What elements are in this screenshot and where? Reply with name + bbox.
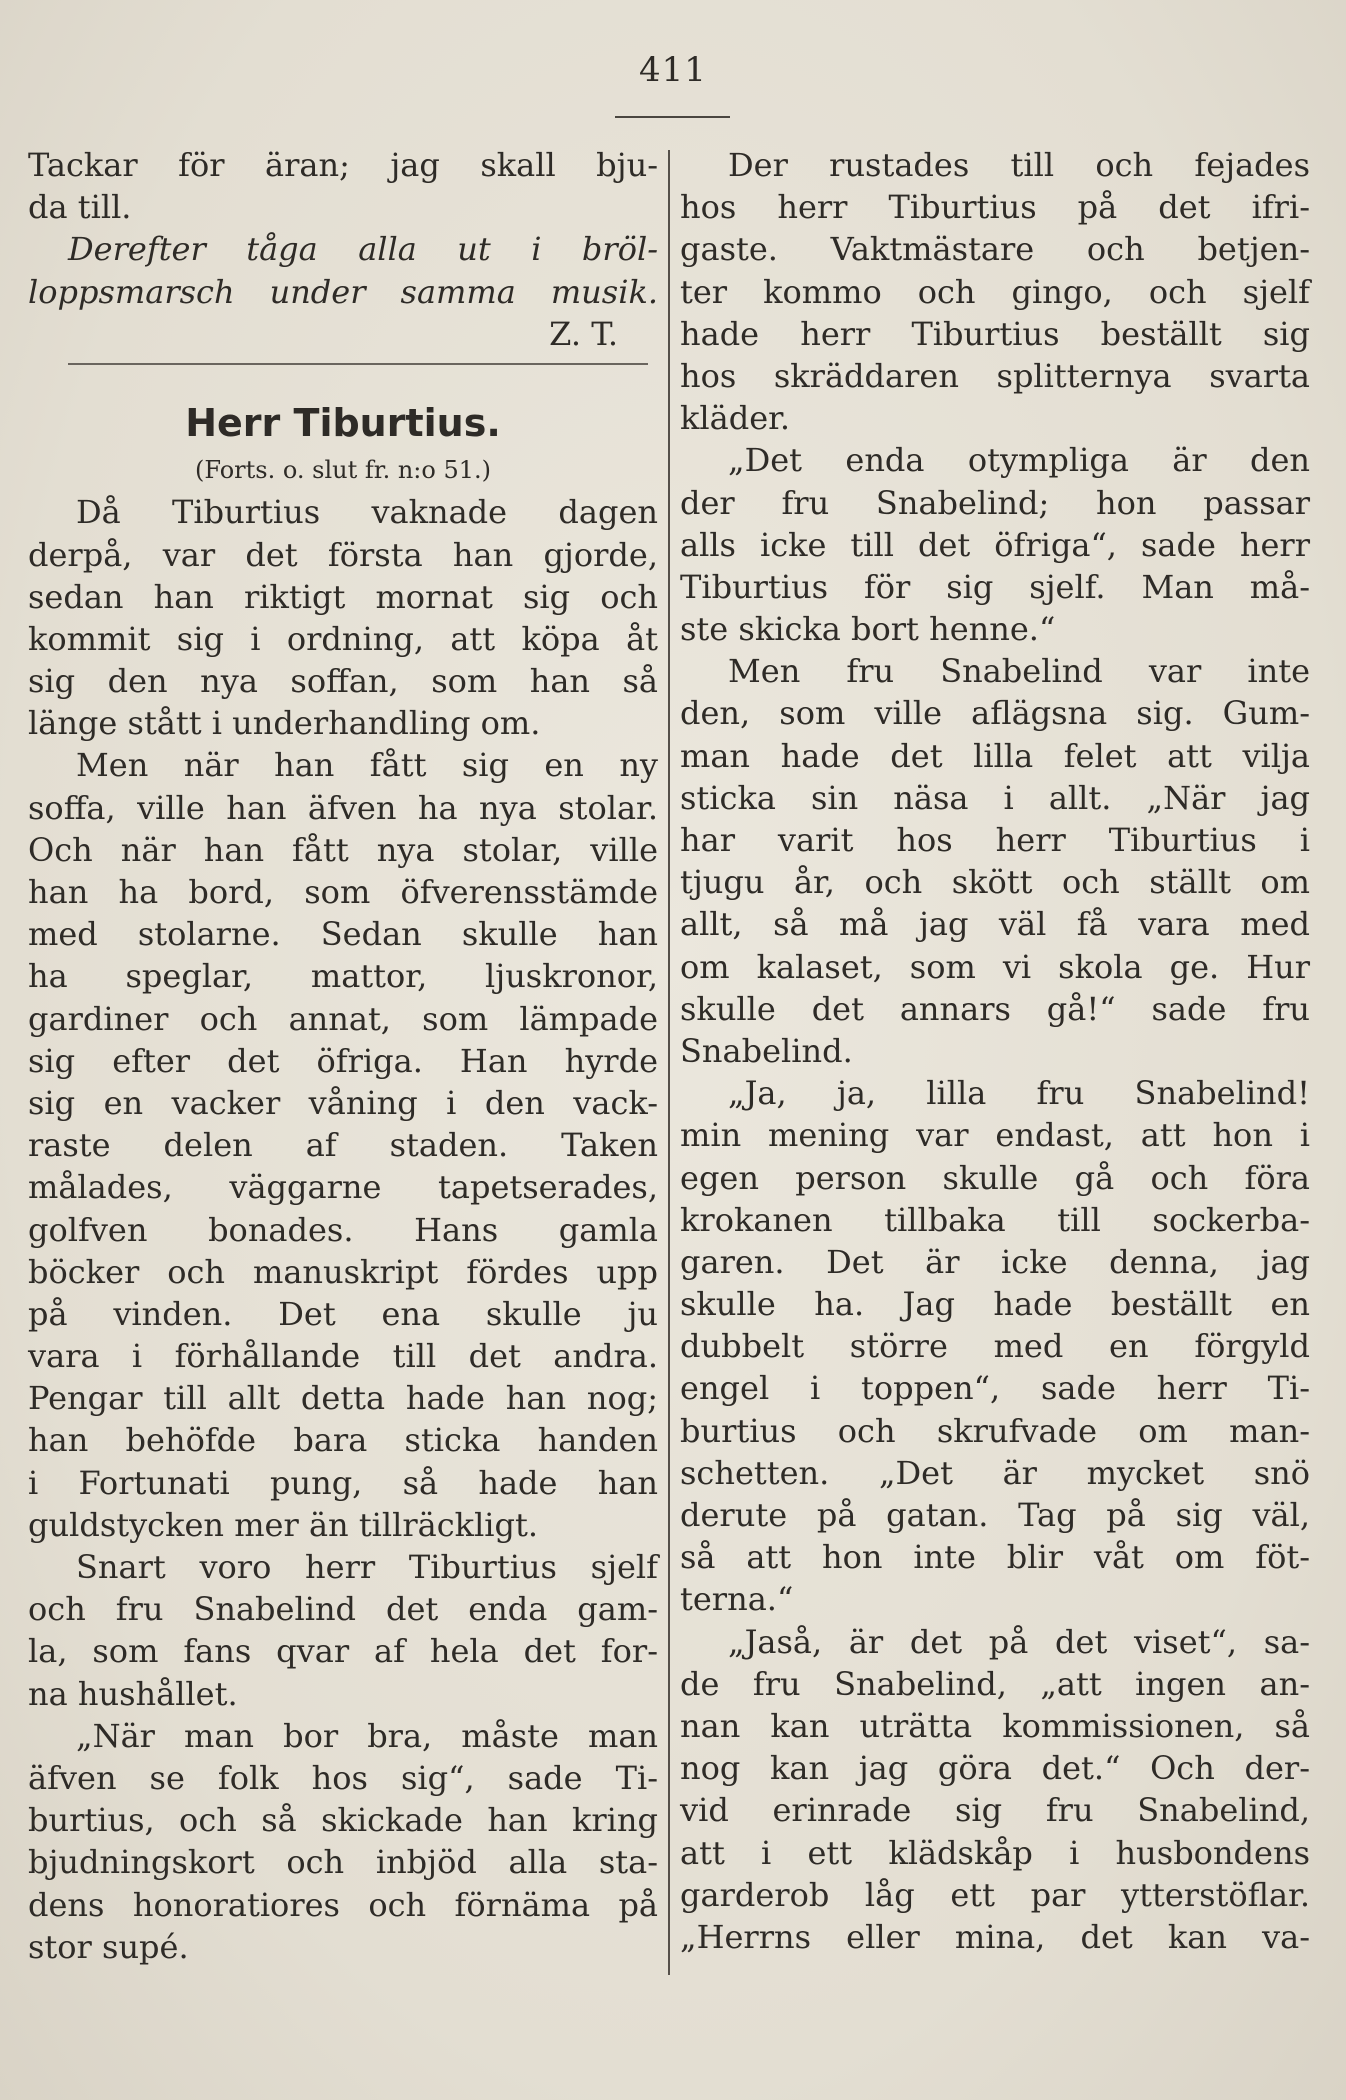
text-line: terna.“ bbox=[680, 1580, 794, 1619]
text-line: Men när han fått sig en ny bbox=[76, 746, 658, 785]
text-line: schetten. „Det är mycket snö bbox=[680, 1453, 1310, 1492]
text-line: tjugu år, och skött och ställt om bbox=[680, 863, 1310, 902]
text-line: soffa, ville han äfven ha nya stolar. bbox=[28, 788, 658, 827]
continuation-note: (Forts. o. slut fr. n:o 51.) bbox=[195, 456, 491, 485]
text-line: äfven se folk hos sig“, sade Ti- bbox=[28, 1758, 658, 1797]
page-number: 411 bbox=[639, 50, 707, 90]
text-line: „Jaså, är det på det viset“, sa- bbox=[728, 1622, 1310, 1661]
text-line: Der rustades till och fejades bbox=[728, 146, 1310, 184]
right-column bbox=[680, 144, 1310, 1958]
text-line: man hade det lilla felet att vilja bbox=[680, 736, 1310, 775]
text-line: och fru Snabelind det enda gam- bbox=[28, 1590, 658, 1629]
text-line: Snart voro herr Tiburtius sjelf bbox=[76, 1548, 658, 1586]
article-title: Herr Tiburtius. bbox=[185, 401, 501, 446]
text-line: „Det enda otympliga är den bbox=[728, 441, 1310, 480]
text-line: hos skräddaren splitternya svarta bbox=[680, 356, 1310, 395]
text-line: att i ett klädskåp i husbondens bbox=[680, 1833, 1310, 1872]
text-line: så att hon inte blir våt om föt- bbox=[680, 1538, 1310, 1577]
text-line: min mening var endast, att hon i bbox=[680, 1116, 1310, 1155]
text-line: krokanen tillbaka till sockerba- bbox=[680, 1200, 1310, 1239]
text-line: nan kan uträtta kommissionen, så bbox=[680, 1706, 1310, 1745]
text-line: gardiner och annat, som lämpade bbox=[28, 999, 658, 1038]
text-line: vara i förhållande till det andra. bbox=[28, 1337, 658, 1376]
text-line: Tackar för äran; jag skall bju- bbox=[28, 146, 658, 184]
text-line: skulle det annars gå!“ sade fru bbox=[680, 989, 1310, 1028]
text-line: ha speglar, mattor, ljuskronor, bbox=[28, 957, 658, 996]
text-line: kommit sig i ordning, att köpa åt bbox=[28, 619, 658, 658]
text-line: sig den nya soffan, som han så bbox=[28, 662, 658, 701]
text-line: i Fortunati pung, så hade han bbox=[28, 1463, 658, 1502]
text-line: guldstycken mer än tillräckligt. bbox=[28, 1505, 539, 1544]
text-line: garderob låg ett par ytterstöflar. bbox=[680, 1875, 1310, 1914]
text-line: Derefter tåga alla ut i bröl- bbox=[68, 230, 658, 269]
text-line: han ha bord, som öfverensstämde bbox=[28, 873, 658, 911]
text-line: derpå, var det första han gjorde, bbox=[28, 535, 658, 574]
header-rule bbox=[615, 116, 730, 118]
text-line: målades, väggarne tapetserades, bbox=[28, 1168, 658, 1207]
text-line: vid erinrade sig fru Snabelind, bbox=[680, 1791, 1310, 1830]
text-line: Och när han fått nya stolar, ville bbox=[28, 830, 658, 869]
text-line: har varit hos herr Tiburtius i bbox=[680, 821, 1310, 859]
author-signature: Z. T. bbox=[549, 314, 618, 353]
text-line: golfven bonades. Hans gamla bbox=[28, 1210, 658, 1249]
text-line: burtius, och så skickade han kring bbox=[28, 1801, 658, 1840]
text-line: ter kommo och gingo, och sjelf bbox=[680, 272, 1310, 311]
text-line: skulle ha. Jag hade beställt en bbox=[680, 1285, 1310, 1324]
text-line: „Herrns eller mina, det kan va- bbox=[680, 1917, 1310, 1956]
text-line: Men fru Snabelind var inte bbox=[728, 652, 1310, 691]
text-line: sig efter det öfriga. Han hyrde bbox=[28, 1041, 658, 1080]
text-line: Tiburtius för sig sjelf. Man må- bbox=[680, 567, 1310, 606]
text-line: allt, så må jag väl få vara med bbox=[680, 905, 1310, 944]
text-line: sig en vacker våning i den vack- bbox=[28, 1083, 658, 1122]
text-line: alls icke till det öfriga“, sade herr bbox=[680, 525, 1310, 564]
text-line: gaste. Vaktmästare och betjen- bbox=[680, 230, 1310, 269]
text-line: dubbelt större med en förgyld bbox=[680, 1327, 1310, 1366]
left-column bbox=[28, 144, 658, 1968]
text-line: dens honoratiores och förnäma på bbox=[28, 1885, 658, 1924]
text-line: egen person skulle gå och föra bbox=[680, 1158, 1310, 1197]
section-divider-rule bbox=[28, 355, 658, 397]
text-line: om kalaset, som vi skola ge. Hur bbox=[680, 947, 1310, 986]
text-line: ste skicka bort henne.“ bbox=[680, 610, 1056, 649]
text-line: stor supé. bbox=[28, 1927, 189, 1966]
text-line: kläder. bbox=[680, 399, 791, 438]
text-line: raste delen af staden. Taken bbox=[28, 1126, 658, 1165]
text-line: sticka sin näsa i allt. „När jag bbox=[680, 778, 1310, 817]
text-line: Då Tiburtius vaknade dagen bbox=[76, 493, 658, 532]
text-line: loppsmarsch under samma musik. bbox=[28, 272, 658, 311]
text-line: garen. Det är icke denna, jag bbox=[680, 1242, 1310, 1281]
text-line: hos herr Tiburtius på det ifri- bbox=[680, 188, 1310, 227]
column-divider bbox=[668, 150, 670, 1975]
text-line: sedan han riktigt mornat sig och bbox=[28, 577, 658, 616]
text-line: den, som ville aflägsna sig. Gum- bbox=[680, 694, 1310, 733]
text-line: länge stått i underhandling om. bbox=[28, 704, 541, 743]
text-line: derute på gatan. Tag på sig väl, bbox=[680, 1496, 1310, 1534]
text-line: da till. bbox=[28, 188, 132, 227]
text-line: der fru Snabelind; hon passar bbox=[680, 483, 1310, 522]
text-line: hade herr Tiburtius beställt sig bbox=[680, 314, 1310, 353]
text-line: engel i toppen“, sade herr Ti- bbox=[680, 1369, 1310, 1408]
text-line: han behöfde bara sticka handen bbox=[28, 1421, 658, 1460]
text-line: de fru Snabelind, „att ingen an- bbox=[680, 1664, 1310, 1703]
text-line: bjudningskort och inbjöd alla sta- bbox=[28, 1843, 658, 1882]
text-line: nog kan jag göra det.“ Och der- bbox=[680, 1749, 1310, 1788]
text-line: böcker och manuskript fördes upp bbox=[28, 1252, 658, 1291]
text-line: „Ja, ja, lilla fru Snabelind! bbox=[728, 1074, 1310, 1113]
text-line: Pengar till allt detta hade han nog; bbox=[28, 1379, 658, 1418]
text-line: burtius och skrufvade om man- bbox=[680, 1411, 1310, 1450]
text-line: la, som fans qvar af hela det for- bbox=[28, 1632, 658, 1671]
text-line: med stolarne. Sedan skulle han bbox=[28, 915, 658, 954]
text-line: „När man bor bra, måste man bbox=[76, 1716, 658, 1755]
text-line: Snabelind. bbox=[680, 1031, 853, 1070]
text-line: på vinden. Det ena skulle ju bbox=[28, 1294, 658, 1333]
text-line: na hushållet. bbox=[28, 1674, 238, 1713]
